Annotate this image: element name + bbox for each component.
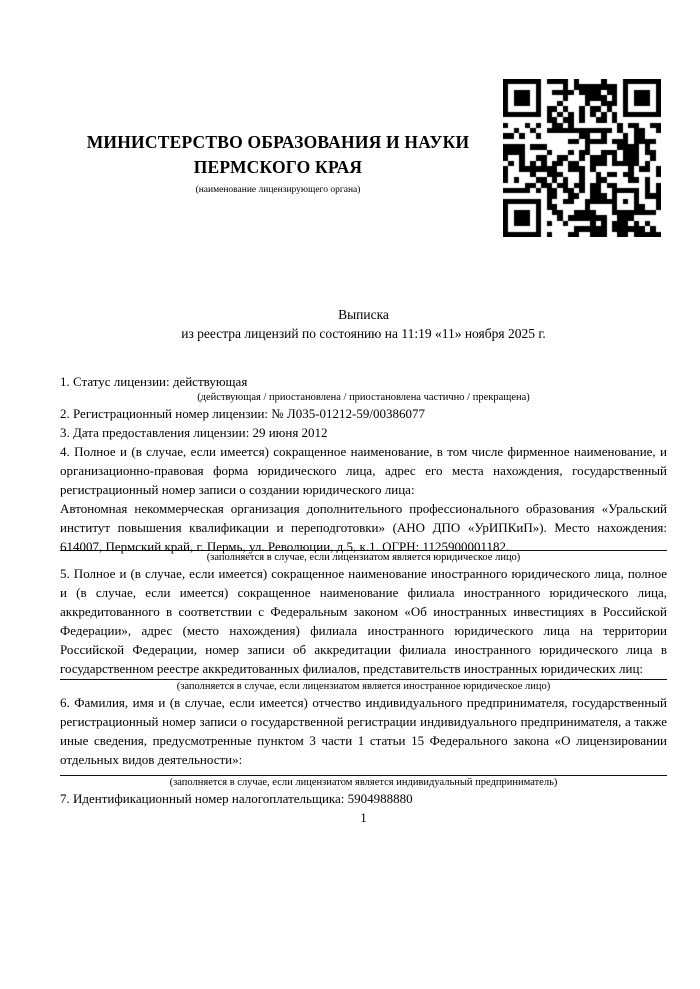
- document-title-line2: из реестра лицензий по состоянию на 11:19 «11» ноября 2025 г.: [181, 326, 546, 341]
- legal-entity-caption: (заполняется в случае, если лицензиатом является юридическое лицо): [206, 552, 521, 563]
- ministry-caption: (наименование лицензирующего органа): [195, 185, 361, 195]
- foreign-entity-label: 5. Полное и (в случае, если имеется) сокращенное наименование иностранного юридического лица, полное и (в случае, если имеется) сокращенное наименование филиала иностранного юридического лица, аккредитованного в соответствии с Федеральным законом «Об иностранных инвестициях в Российской Федерации», адрес (место нахождения) филиала иностранного юридического лица на территории Российской Федерации, номер записи об аккредитации филиала иностранного юридического лица в государственном реестре аккредитованных филиалов, представительств иностранных юридических лиц:: [60, 566, 667, 676]
- ministry-name-line1: МИНИСТЕРСТВО ОБРАЗОВАНИЯ И НАУКИ: [86, 132, 470, 152]
- document-title-line1: Выписка: [338, 307, 389, 322]
- legal-entity-value: Автономная некоммерческая организация дополнительного профессионального образования «Уральский институт повышения квалификации и переподготовки» (АНО ДПО «УрИПКиП»). Место нахождения: 614007, Пермский край, г. Пермь, ул. Революции, д.5, к.1. ОГРН: 1125900001182.: [60, 501, 667, 554]
- entrepreneur-label: 6. Фамилия, имя и (в случае, если имеется) отчество индивидуального предпринимателя, государственный регистрационный номер записи о государственной регистрации индивидуального предпринимателя, а также иные сведения, предусмотренные пунктом 3 части 1 статьи 15 Федерального закона «О лицензировании отдельных видов деятельности»:: [60, 695, 667, 767]
- taxpayer-number-line: 7. Идентификационный номер налогоплательщика: 5904988880: [60, 791, 413, 806]
- entrepreneur-caption: (заполняется в случае, если лицензиатом является индивидуальный предприниматель): [169, 777, 558, 788]
- qr-code-icon: [503, 79, 661, 237]
- page-number: 1: [360, 810, 367, 825]
- document-title: [60, 305, 667, 343]
- ministry-name: [38, 130, 518, 180]
- document-body: [60, 372, 667, 827]
- grant-date-line: 3. Дата предоставления лицензии: 29 июня 2012: [60, 425, 328, 440]
- licensing-authority-block: [38, 130, 518, 196]
- foreign-entity-caption: (заполняется в случае, если лицензиатом является иностранное юридическое лицо): [176, 681, 551, 692]
- ministry-name-line2: ПЕРМСКОГО КРАЯ: [193, 157, 363, 177]
- license-status-caption: (действующая / приостановлена / приостановлена частично / прекращена): [197, 392, 530, 403]
- license-status-line: 1. Статус лицензии: действующая: [60, 374, 248, 389]
- registration-number-line: 2. Регистрационный номер лицензии: № Л035-01212-59/00386077: [60, 406, 426, 421]
- legal-entity-label: 4. Полное и (в случае, если имеется) сокращенное наименование, в том числе фирменное наименование, и организационно-правовая форма юридического лица, адрес его места нахождения, государственный регистрационный номер записи о создании юридического лица:: [60, 444, 667, 497]
